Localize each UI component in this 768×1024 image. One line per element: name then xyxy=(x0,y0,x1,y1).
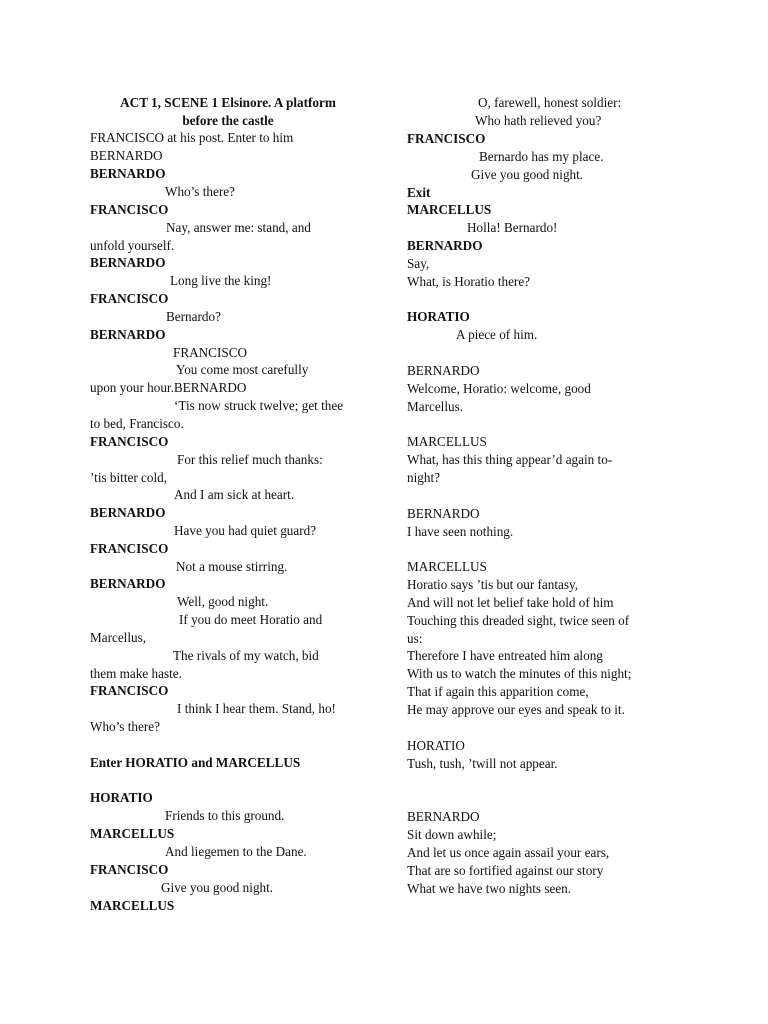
dialogue-line: Well, good night. xyxy=(177,594,269,609)
dialogue-line: them make haste. xyxy=(90,666,182,681)
dialogue-line: Bernardo has my place. xyxy=(479,149,604,164)
speaker-name: FRANCISCO xyxy=(90,434,169,449)
dialogue-line: O, farewell, honest soldier: xyxy=(478,95,622,110)
speaker-name: BERNARDO xyxy=(90,327,166,342)
stage-direction: Enter HORATIO and MARCELLUS xyxy=(90,755,301,770)
dialogue-line: For this relief much thanks: xyxy=(177,452,323,467)
stage-direction: BERNARDO xyxy=(90,148,163,163)
dialogue-line: Therefore I have entreated him along xyxy=(407,648,603,663)
dialogue-line: Say, xyxy=(407,256,430,271)
dialogue-line: What we have two nights seen. xyxy=(407,881,572,896)
dialogue-line: Have you had quiet guard? xyxy=(174,523,317,538)
scene-subtitle: before the castle xyxy=(182,113,274,128)
dialogue-line: unfold yourself. xyxy=(90,238,175,253)
dialogue-line: ‘Tis now struck twelve; get thee xyxy=(174,398,344,413)
dialogue-line: Nay, answer me: stand, and xyxy=(166,220,311,235)
stage-direction: Exit xyxy=(407,185,431,200)
dialogue-line: Marcellus. xyxy=(407,399,464,414)
speaker-name: MARCELLUS xyxy=(407,202,492,217)
dialogue-line: us: xyxy=(407,631,423,646)
speaker-name: BERNARDO xyxy=(407,238,483,253)
speaker-name: MARCELLUS xyxy=(407,559,487,574)
speaker-name: HORATIO xyxy=(407,738,465,753)
speaker-name: BERNARDO xyxy=(90,166,166,181)
dialogue-line: Horatio says ’tis but our fantasy, xyxy=(407,577,579,592)
dialogue-line: Tush, tush, ’twill not appear. xyxy=(407,756,558,771)
dialogue-line: Bernardo? xyxy=(166,309,221,324)
dialogue-line: That if again this apparition come, xyxy=(407,684,589,699)
speaker-name: FRANCISCO xyxy=(90,541,169,556)
speaker-name: FRANCISCO xyxy=(90,202,169,217)
dialogue-line: With us to watch the minutes of this night; xyxy=(407,666,632,681)
dialogue-line: And liegemen to the Dane. xyxy=(165,844,307,859)
dialogue-line: Give you good night. xyxy=(471,167,584,182)
dialogue-line: The rivals of my watch, bid xyxy=(173,648,319,663)
dialogue-line: upon your hour.BERNARDO xyxy=(90,380,247,395)
speaker-name: BERNARDO xyxy=(90,505,166,520)
dialogue-line: Give you good night. xyxy=(161,880,274,895)
dialogue-line: And let us once again assail your ears, xyxy=(407,845,610,860)
dialogue-line: And will not let belief take hold of him xyxy=(407,595,614,610)
speaker-name: MARCELLUS xyxy=(407,434,487,449)
dialogue-line: And I am sick at heart. xyxy=(174,487,295,502)
dialogue-line: That are so fortified against our story xyxy=(407,863,604,878)
dialogue-line: A piece of him. xyxy=(456,327,538,342)
speaker-name: FRANCISCO xyxy=(90,683,169,698)
dialogue-line: Who hath relieved you? xyxy=(475,113,602,128)
dialogue-line: Not a mouse stirring. xyxy=(176,559,288,574)
speaker-name: FRANCISCO xyxy=(90,291,169,306)
dialogue-line: You come most carefully xyxy=(176,362,309,377)
dialogue-line: ’tis bitter cold, xyxy=(90,470,168,485)
dialogue-line: What, is Horatio there? xyxy=(407,274,531,289)
scene-title: ACT 1, SCENE 1 Elsinore. A platform xyxy=(120,95,336,110)
speaker-name: BERNARDO xyxy=(407,506,480,521)
dialogue-line: Touching this dreaded sight, twice seen of xyxy=(407,613,630,628)
speaker-name: FRANCISCO xyxy=(90,862,169,877)
dialogue-line: Sit down awhile; xyxy=(407,827,497,842)
dialogue-line: to bed, Francisco. xyxy=(90,416,184,431)
dialogue-line: night? xyxy=(407,470,440,485)
dialogue-line: Welcome, Horatio: welcome, good xyxy=(407,381,591,396)
speaker-name: FRANCISCO xyxy=(407,131,486,146)
speaker-name: MARCELLUS xyxy=(90,898,175,913)
stage-direction: FRANCISCO at his post. Enter to him xyxy=(90,130,294,145)
dialogue-line: What, has this thing appear’d again to- xyxy=(407,452,613,467)
speaker-name: BERNARDO xyxy=(90,255,166,270)
speaker-name: BERNARDO xyxy=(407,809,480,824)
dialogue-line: Long live the king! xyxy=(170,273,272,288)
dialogue-line: Marcellus, xyxy=(90,630,147,645)
speaker-name: BERNARDO xyxy=(407,363,480,378)
speaker-name: HORATIO xyxy=(90,790,153,805)
speaker-name: BERNARDO xyxy=(90,576,166,591)
dialogue-line: I think I hear them. Stand, ho! xyxy=(177,701,336,716)
dialogue-line: Holla! Bernardo! xyxy=(467,220,558,235)
dialogue-line: Who’s there? xyxy=(90,719,160,734)
dialogue-line: If you do meet Horatio and xyxy=(179,612,323,627)
speaker-name: HORATIO xyxy=(407,309,470,324)
dialogue-line: Friends to this ground. xyxy=(165,808,285,823)
dialogue-line: He may approve our eyes and speak to it. xyxy=(407,702,625,717)
dialogue-line: I have seen nothing. xyxy=(407,524,514,539)
dialogue-line: Who’s there? xyxy=(165,184,235,199)
dialogue-line: FRANCISCO xyxy=(173,345,248,360)
speaker-name: MARCELLUS xyxy=(90,826,175,841)
